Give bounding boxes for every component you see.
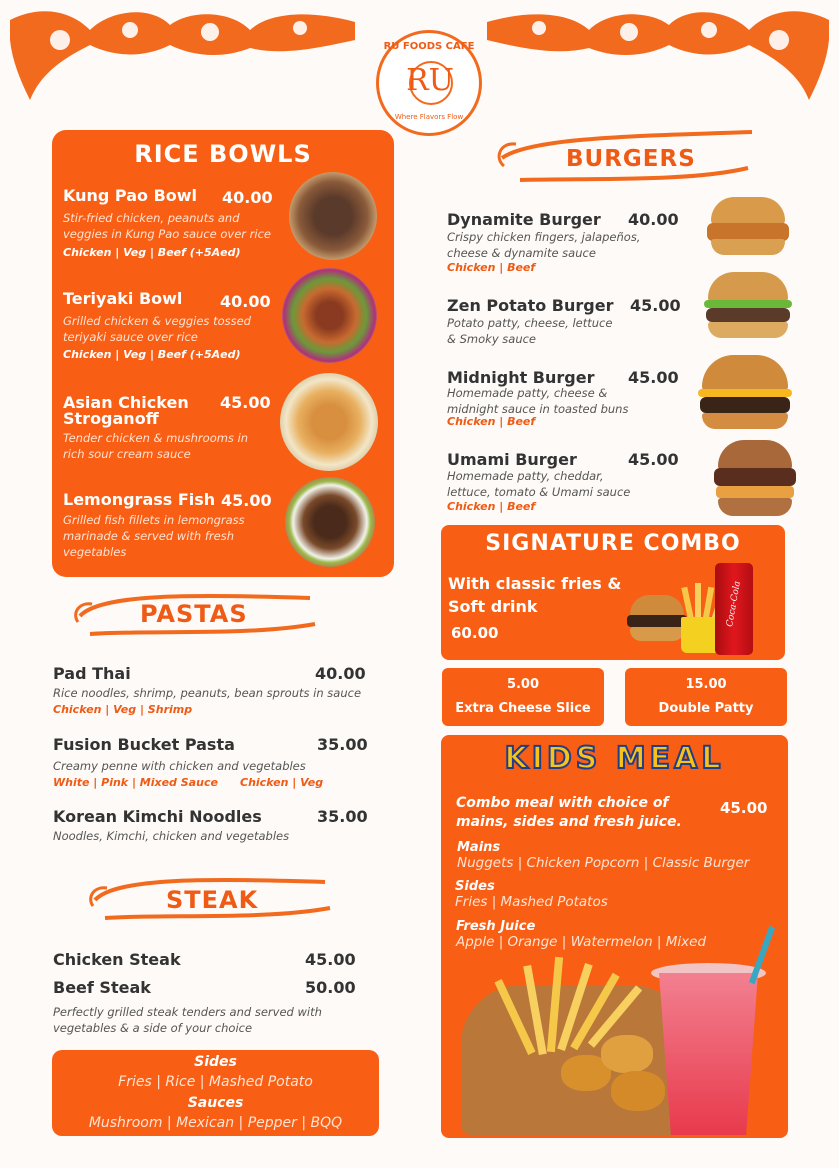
stroganoff-image bbox=[280, 373, 378, 471]
pasta-item-options: Chicken | Veg | Shrimp bbox=[53, 703, 193, 716]
sides-options: Fries | Rice | Mashed Potato bbox=[118, 1074, 313, 1090]
burger-item-desc: cheese & dynamite sauce bbox=[447, 246, 596, 260]
sides-label: Sides bbox=[194, 1054, 237, 1070]
pasta-item-options: Chicken | Veg bbox=[240, 776, 324, 789]
addon-price: 15.00 bbox=[685, 677, 727, 692]
addon-price: 5.00 bbox=[506, 677, 540, 692]
kung-pao-bowl-image bbox=[289, 172, 377, 260]
steak-item-name: Beef Steak bbox=[53, 978, 151, 997]
addon-double-patty bbox=[625, 668, 787, 726]
rice-item-desc: Stir-fried chicken, peanuts and bbox=[63, 211, 240, 225]
rice-item-desc: teriyaki sauce over rice bbox=[63, 330, 198, 344]
steak-item-price: 45.00 bbox=[305, 950, 356, 969]
pastas-title: PASTAS bbox=[140, 600, 248, 628]
kids-juice: Apple | Orange | Watermelon | Mixed bbox=[456, 934, 707, 950]
burger-item-options: Chicken | Beef bbox=[447, 261, 536, 274]
rice-bowls-panel bbox=[52, 130, 394, 577]
rice-item-desc: Grilled chicken & veggies tossed bbox=[63, 314, 251, 328]
burger-item-desc: & Smoky sauce bbox=[447, 332, 537, 346]
rice-item-price: 45.00 bbox=[221, 491, 272, 510]
steak-desc: vegetables & a side of your choice bbox=[53, 1021, 253, 1035]
rice-item-desc: rich sour cream sauce bbox=[63, 447, 191, 461]
kids-mains: Nuggets | Chicken Popcorn | Classic Burger bbox=[457, 855, 750, 871]
kids-mains-label: Mains bbox=[457, 840, 501, 855]
burger-item-desc: lettuce, tomato & Umami sauce bbox=[447, 485, 631, 499]
lemongrass-fish-image bbox=[285, 477, 375, 567]
burger-item-options: Chicken | Beef bbox=[447, 500, 536, 513]
kids-juice-cup-image bbox=[651, 963, 766, 1135]
steak-item-price: 50.00 bbox=[305, 978, 356, 997]
brand-name: RU FOODS CAFE bbox=[383, 41, 475, 52]
burger-item-desc: midnight sauce in toasted buns bbox=[447, 402, 629, 416]
signature-combo-panel bbox=[441, 525, 785, 660]
sauces-options: Mushroom | Mexican | Pepper | BQQ bbox=[88, 1115, 343, 1131]
burger-item-options: Chicken | Beef bbox=[447, 415, 536, 428]
addon-label: Double Patty bbox=[658, 701, 754, 716]
pasta-item-desc: Creamy penne with chicken and vegetables bbox=[53, 759, 306, 773]
pasta-item-options: White | Pink | Mixed Sauce bbox=[53, 776, 218, 789]
rice-item-options: Chicken | Veg | Beef (+5Aed) bbox=[63, 246, 241, 259]
brand-tagline: Where Flavors Flow bbox=[394, 113, 464, 121]
burger-item-desc: Homemade patty, cheese & bbox=[447, 386, 608, 400]
pasta-item-price: 35.00 bbox=[317, 807, 368, 826]
kids-desc: Combo meal with choice of bbox=[456, 795, 669, 811]
steak-sides-panel bbox=[52, 1050, 379, 1136]
kids-desc: mains, sides and fresh juice. bbox=[456, 814, 682, 830]
burger-item-price: 45.00 bbox=[628, 368, 679, 387]
kids-sides: Fries | Mashed Potatos bbox=[455, 894, 608, 910]
rice-item-name: Kung Pao Bowl bbox=[63, 186, 198, 205]
rice-item-price: 45.00 bbox=[220, 393, 271, 412]
combo-title: SIGNATURE COMBO bbox=[485, 531, 741, 556]
burger-item-price: 40.00 bbox=[628, 210, 679, 229]
pasta-item-name: Korean Kimchi Noodles bbox=[53, 807, 262, 826]
rice-item-price: 40.00 bbox=[220, 292, 271, 311]
burger-item-price: 45.00 bbox=[628, 450, 679, 469]
pasta-item-name: Fusion Bucket Pasta bbox=[53, 735, 235, 754]
rice-item-options: Chicken | Veg | Beef (+5Aed) bbox=[63, 348, 241, 361]
burger-item-name: Midnight Burger bbox=[447, 368, 595, 387]
rice-item-desc: Tender chicken & mushrooms in bbox=[63, 431, 249, 445]
combo-price: 60.00 bbox=[451, 624, 499, 642]
brand-logo bbox=[376, 30, 482, 136]
teriyaki-bowl-image bbox=[282, 268, 377, 363]
pasta-item-desc: Noodles, Kimchi, chicken and vegetables bbox=[53, 829, 290, 843]
burger-item-name: Dynamite Burger bbox=[447, 210, 601, 229]
pasta-item-price: 35.00 bbox=[317, 735, 368, 754]
burger-item-price: 45.00 bbox=[630, 296, 681, 315]
steak-title: STEAK bbox=[166, 886, 259, 914]
rice-item-name: Stroganoff bbox=[63, 409, 159, 428]
kids-meal-panel bbox=[441, 735, 788, 1138]
pasta-item-name: Pad Thai bbox=[53, 664, 131, 683]
rice-item-name: Asian Chicken bbox=[63, 393, 189, 412]
burger-item-name: Umami Burger bbox=[447, 450, 577, 469]
combo-line: Soft drink bbox=[448, 597, 538, 616]
zen-potato-burger-image bbox=[702, 272, 794, 342]
steak-desc: Perfectly grilled steak tenders and served with bbox=[53, 1005, 322, 1019]
can-label: Coca-Cola bbox=[725, 580, 743, 628]
rice-bowls-title: RICE BOWLS bbox=[134, 140, 312, 168]
steak-item-name: Chicken Steak bbox=[53, 950, 181, 969]
rice-item-price: 40.00 bbox=[222, 188, 273, 207]
burger-item-desc: Potato patty, cheese, lettuce bbox=[447, 316, 613, 330]
kids-price: 45.00 bbox=[720, 799, 768, 817]
rice-item-name: Lemongrass Fish bbox=[63, 490, 216, 509]
rice-item-desc: marinade & served with fresh bbox=[63, 529, 234, 543]
midnight-burger-image bbox=[696, 355, 794, 433]
kids-juice-label: Fresh Juice bbox=[456, 919, 536, 934]
kids-title: KIDS MEAL bbox=[504, 741, 725, 776]
pasta-item-desc: Rice noodles, shrimp, peanuts, bean sprouts in sauce bbox=[53, 686, 362, 700]
rice-item-name: Teriyaki Bowl bbox=[63, 289, 183, 308]
burger-item-desc: Crispy chicken fingers, jalapeños, bbox=[447, 230, 641, 244]
kids-sides-label: Sides bbox=[455, 879, 495, 894]
burger-item-desc: Homemade patty, cheddar, bbox=[447, 469, 604, 483]
rice-item-desc: veggies in Kung Pao sauce over rice bbox=[63, 227, 271, 241]
rice-item-desc: vegetables bbox=[63, 545, 127, 559]
pasta-item-price: 40.00 bbox=[315, 664, 366, 683]
brand-monogram: RU bbox=[406, 63, 454, 98]
addon-label: Extra Cheese Slice bbox=[455, 701, 591, 716]
sauces-label: Sauces bbox=[187, 1095, 244, 1111]
combo-drink-can-image bbox=[715, 563, 753, 655]
rice-item-desc: Grilled fish fillets in lemongrass bbox=[63, 513, 245, 527]
burgers-title: BURGERS bbox=[566, 146, 696, 172]
umami-burger-image bbox=[712, 440, 798, 522]
burger-item-name: Zen Potato Burger bbox=[447, 296, 614, 315]
dynamite-burger-image bbox=[707, 197, 789, 259]
combo-line: With classic fries & bbox=[448, 574, 622, 593]
addon-extra-cheese bbox=[442, 668, 604, 726]
